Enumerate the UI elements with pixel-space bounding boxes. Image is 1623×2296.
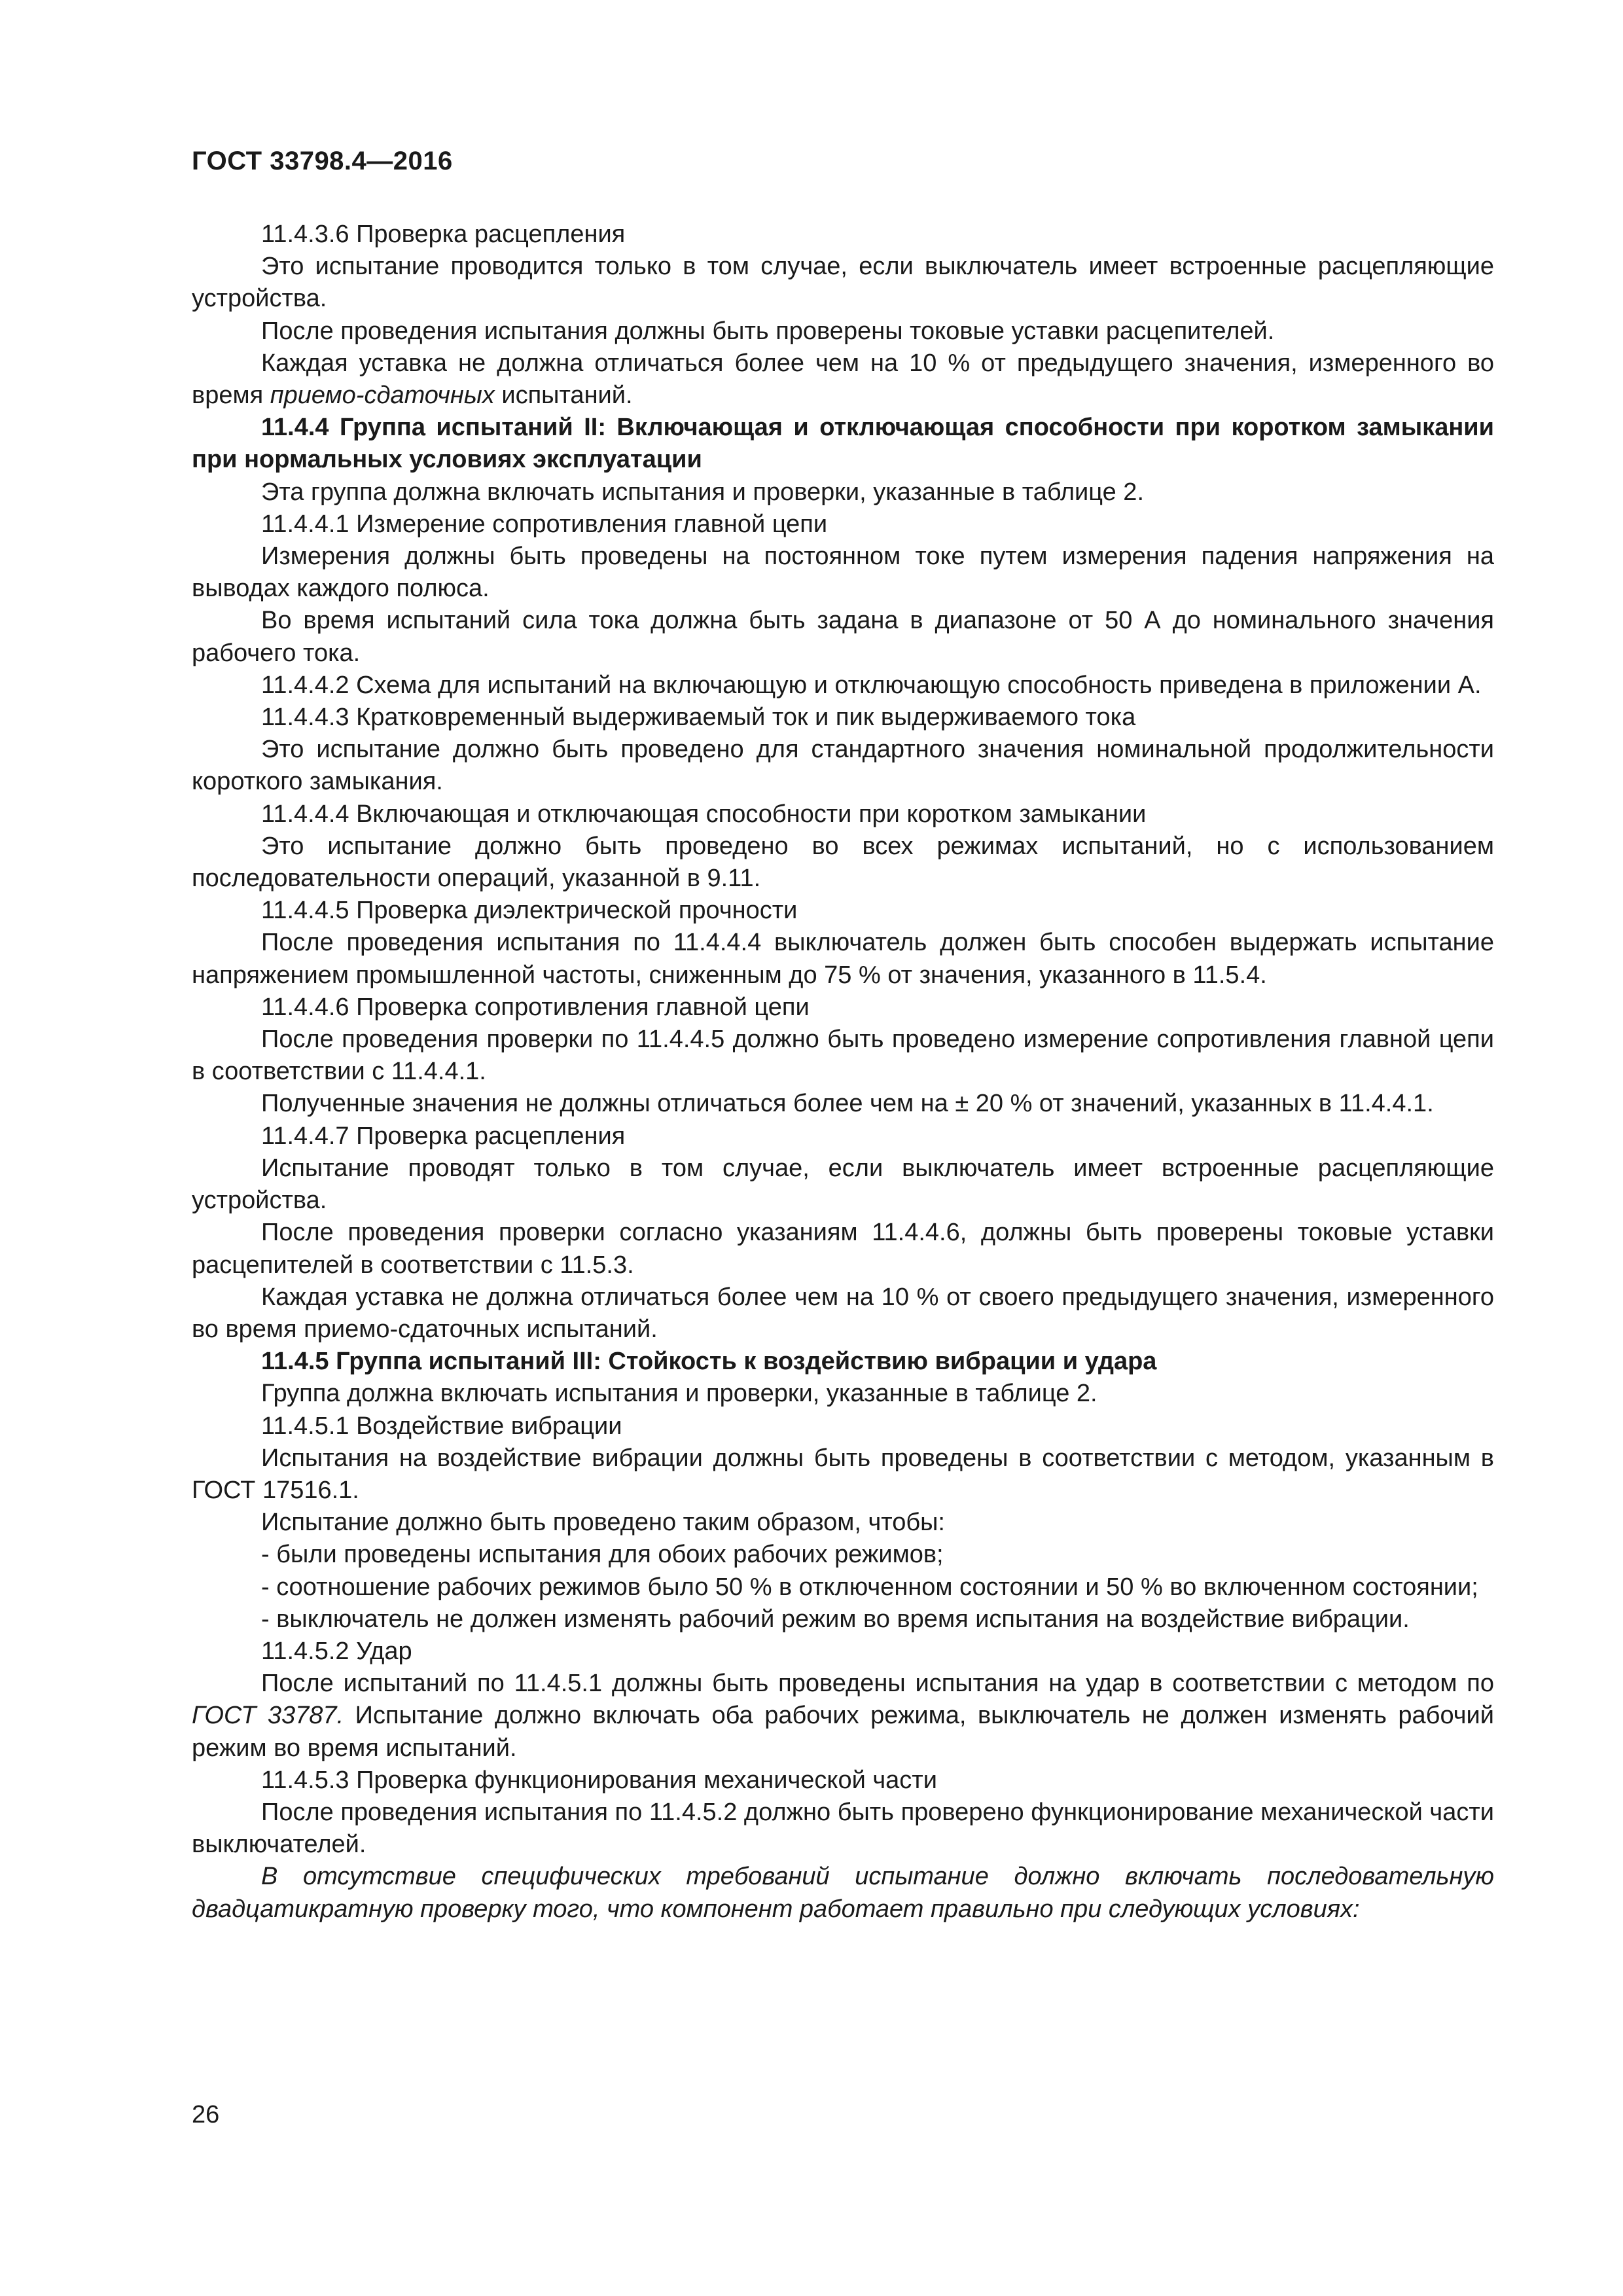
- subsection-title: 11.4.4.5 Проверка диэлектрической прочности: [261, 897, 798, 925]
- paragraph: После проведения проверки по 11.4.4.5 должно быть проведено измерение сопротивления главной цепи в соответствии с 11.4.4.1.: [192, 1026, 1494, 1086]
- list-item: - выключатель не должен изменять рабочий режим во время испытания на воздействие вибрации.: [261, 1605, 1410, 1633]
- subsection-title: 11.4.5.3 Проверка функционирования механической части: [261, 1766, 937, 1794]
- list-item: - были проведены испытания для обоих рабочих режимов;: [261, 1541, 944, 1569]
- paragraph-text: испытаний.: [494, 382, 633, 410]
- paragraph: Испытания на воздействие вибрации должны быть проведены в соответствии с методом, указанным в ГОСТ 17516.1.: [192, 1444, 1494, 1504]
- document-body: [192, 219, 1494, 1926]
- subsection-title: 11.4.4.1 Измерение сопротивления главной цепи: [261, 510, 828, 538]
- paragraph: Это испытание проводится только в том случае, если выключатель имеет встроенные расцепляющие устройства.: [192, 253, 1494, 313]
- section-heading: 11.4.5 Группа испытаний III: Стойкость к воздействию вибрации и удара: [261, 1348, 1157, 1376]
- subsection-title: 11.4.4.4 Включающая и отключающая способности при коротком замыкании: [261, 800, 1147, 828]
- paragraph: Это испытание должно быть проведено во всех режимах испытаний, но с использованием последовательности операций, указанной в 9.11.: [192, 832, 1494, 893]
- paragraph: Каждая уставка не должна отличаться более чем на 10 % от своего предыдущего значения, измеренного во время приемо-сдаточных испытаний.: [192, 1283, 1494, 1343]
- paragraph: После проведения испытания должны быть проверены токовые уставки расцепителей.: [261, 317, 1275, 345]
- paragraph: Эта группа должна включать испытания и проверки, указанные в таблице 2.: [261, 478, 1144, 506]
- document-header: ГОСТ 33798.4—2016: [192, 147, 453, 175]
- subsection-title: 11.4.4.7 Проверка расцепления: [261, 1122, 626, 1150]
- page-number: 26: [192, 2101, 220, 2128]
- italic-term: приемо-сдаточных: [270, 382, 495, 410]
- paragraph: Полученные значения не должны отличаться более чем на ± 20 % от значений, указанных в 11.4.4.1.: [261, 1090, 1434, 1118]
- paragraph: 11.4.4.2 Схема для испытаний на включающую и отключающую способность приведена в приложении А.: [261, 671, 1482, 699]
- italic-term: ГОСТ 33787.: [192, 1702, 344, 1730]
- subsection-title: 11.4.5.2 Удар: [261, 1637, 412, 1665]
- paragraph: Измерения должны быть проведены на постоянном токе путем измерения падения напряжения на выводах каждого полюса.: [192, 543, 1494, 603]
- subsection-title: 11.4.5.1 Воздействие вибрации: [261, 1412, 622, 1440]
- paragraph: После проведения испытания по 11.4.4.4 выключатель должен быть способен выдержать испытание напряжением промышленной частоты, сниженным до 75 % от значения, указанного в 11.5.4.: [192, 929, 1494, 989]
- section-heading: 11.4.4 Группа испытаний II: Включающая и отключающая способности при коротком замыкании при нормальных условиях эксплуатации: [192, 414, 1494, 474]
- paragraph: Группа должна включать испытания и проверки, указанные в таблице 2.: [261, 1380, 1097, 1408]
- subsection-title: 11.4.4.3 Кратковременный выдерживаемый ток и пик выдерживаемого тока: [261, 704, 1136, 732]
- paragraph: [192, 348, 1494, 412]
- paragraph: После проведения проверки согласно указаниям 11.4.4.6, должны быть проверены токовые уставки расцепителей в соответствии с 11.5.3.: [192, 1219, 1494, 1279]
- paragraph-italic: В отсутствие специфических требований испытание должно включать последовательную двадцатикратную проверку того, что компонент работает правильно при следующих условиях:: [192, 1863, 1494, 1923]
- paragraph: Испытание проводят только в том случае, если выключатель имеет встроенные расцепляющие устройства.: [192, 1154, 1494, 1215]
- paragraph: [192, 1668, 1494, 1765]
- paragraph: Это испытание должно быть проведено для стандартного значения номинальной продолжительности короткого замыкания.: [192, 736, 1494, 796]
- paragraph-text: Каждая уставка не должна отличаться более чем на 10 % от предыдущего значения, измеренного во время: [192, 349, 1494, 410]
- paragraph: Испытание должно быть проведено таким образом, чтобы:: [261, 1509, 945, 1537]
- paragraph: После проведения испытания по 11.4.5.2 должно быть проверено функционирование механической части выключателей.: [192, 1798, 1494, 1859]
- paragraph: 11.4.3.6 Проверка расцепления: [261, 221, 626, 248]
- list-item: - соотношение рабочих режимов было 50 % в отключенном состоянии и 50 % во включенном состоянии;: [261, 1573, 1478, 1601]
- paragraph-text: После испытаний по 11.4.5.1 должны быть проведены испытания на удар в соответствии с методом по: [261, 1670, 1494, 1698]
- paragraph: Во время испытаний сила тока должна быть задана в диапазоне от 50 А до номинального значения рабочего тока.: [192, 607, 1494, 667]
- paragraph-text: Испытание должно включать оба рабочих режима, выключатель не должен изменять рабочий режим во время испытаний.: [192, 1702, 1494, 1762]
- subsection-title: 11.4.4.6 Проверка сопротивления главной цепи: [261, 993, 810, 1021]
